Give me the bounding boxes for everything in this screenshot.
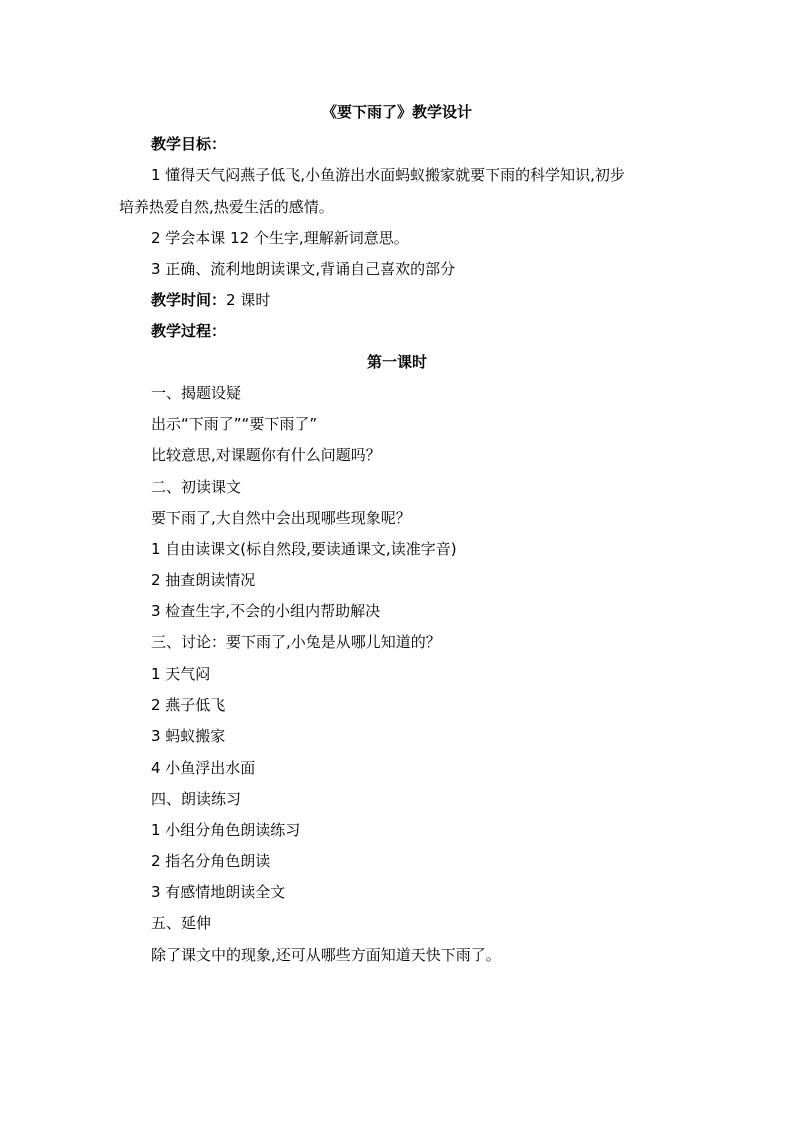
section-4-heading: 四、朗读练习 bbox=[151, 790, 242, 808]
teaching-time bbox=[151, 290, 270, 310]
process-heading: 教学过程： bbox=[151, 322, 227, 340]
document-title: 《要下雨了》教学设计 bbox=[321, 103, 472, 121]
time-value: 2 课时 bbox=[226, 291, 271, 309]
section-2-line1: 要下雨了,大自然中会出现哪些现象呢？ bbox=[151, 509, 411, 527]
objective-2: 2 学会本课 12 个生字,理解新词意思。 bbox=[151, 229, 409, 247]
section-2-item3: 3 检查生字,不会的小组内帮助解决 bbox=[151, 602, 381, 620]
objective-3: 3 正确、流利地朗读课文,背诵自己喜欢的部分 bbox=[151, 260, 456, 278]
section-1-heading: 一、揭题设疑 bbox=[151, 384, 242, 402]
section-4-item3: 3 有感情地朗读全文 bbox=[151, 883, 286, 901]
section-5-line1: 除了课文中的现象,还可从哪些方面知道天快下雨了。 bbox=[151, 946, 501, 964]
section-4-item1: 1 小组分角色朗读练习 bbox=[151, 821, 301, 839]
section-1-line2: 比较意思,对课题你有什么问题吗？ bbox=[151, 446, 381, 464]
section-2-heading: 二、初读课文 bbox=[151, 478, 242, 496]
section-3-item2: 2 燕子低飞 bbox=[151, 696, 226, 714]
objective-1-line2: 培养热爱自然,热爱生活的感情。 bbox=[119, 198, 334, 216]
section-4-item2: 2 指名分角色朗读 bbox=[151, 852, 271, 870]
section-2-item2: 2 抽查朗读情况 bbox=[151, 571, 256, 589]
section-3-item3: 3 蚂蚁搬家 bbox=[151, 727, 226, 745]
objectives-heading: 教学目标： bbox=[151, 135, 227, 153]
section-3-heading: 三、讨论：要下雨了,小兔是从哪儿知道的？ bbox=[151, 633, 441, 651]
time-heading: 教学时间： bbox=[151, 291, 227, 309]
section-5-heading: 五、延伸 bbox=[151, 914, 212, 932]
lesson-heading: 第一课时 bbox=[366, 353, 427, 371]
objective-1-line1: 1 懂得天气闷燕子低飞,小鱼游出水面蚂蚁搬家就要下雨的科学知识,初步 bbox=[151, 166, 625, 184]
section-2-item1: 1 自由读课文(标自然段,要读通课文,读准字音) bbox=[151, 540, 457, 558]
section-3-item1: 1 天气闷 bbox=[151, 665, 211, 683]
section-3-item4: 4 小鱼浮出水面 bbox=[151, 759, 256, 777]
section-1-line1: 出示“下雨了”“要下雨了” bbox=[151, 415, 318, 433]
